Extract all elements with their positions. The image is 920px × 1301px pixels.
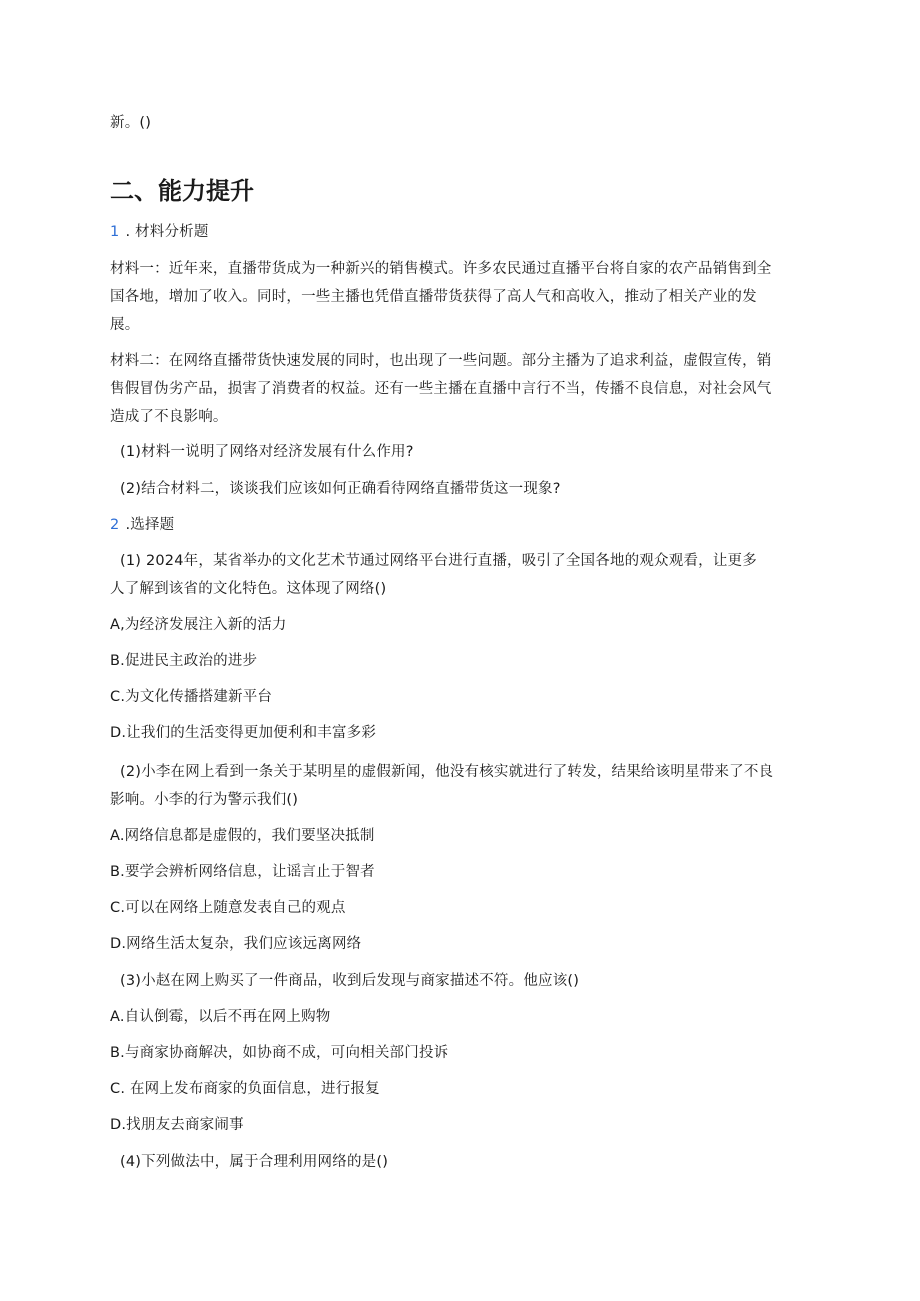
choice-question-stem: (4)下列做法中，属于合理利用网络的是() (120, 1154, 389, 1170)
question-number: 2 (110, 517, 120, 533)
choice-option: A,为经济发展注入新的活力 (110, 617, 287, 633)
question-2-header (110, 515, 174, 535)
sub-question: (2)结合材料二，谈谈我们应该如何正确看待网络直播带货这一现象? (120, 481, 561, 497)
choice-question-stem: 人了解到该省的文化特色。这体现了网络() (110, 581, 387, 597)
question-title: . 材料分析题 (125, 224, 209, 240)
material-2-line: 造成了不良影响。 (110, 409, 228, 425)
choice-option: D.找朋友去商家闹事 (110, 1117, 244, 1133)
continued-text: 新。() (110, 115, 152, 131)
choice-question-stem: (3)小赵在网上购买了一件商品，收到后发现与商家描述不符。他应该() (120, 973, 580, 989)
choice-question-stem: (2)小李在网上看到一条关于某明星的虚假新闻，他没有核实就进行了转发，结果给该明星带来了不良 (120, 764, 774, 780)
material-2-line: 售假冒伪劣产品，损害了消费者的权益。还有一些主播在直播中言行不当，传播不良信息，对社会风气 (110, 381, 772, 397)
choice-option: B.与商家协商解决，如协商不成，可向相关部门投诉 (110, 1045, 449, 1061)
choice-option: C.为文化传播搭建新平台 (110, 689, 273, 705)
choice-option: C.可以在网络上随意发表自己的观点 (110, 900, 346, 916)
choice-option: B.要学会辨析网络信息，让谣言止于智者 (110, 864, 375, 880)
choice-option: D.网络生活太复杂，我们应该远离网络 (110, 936, 362, 952)
material-1-line: 材料一：近年来，直播带货成为一种新兴的销售模式。许多农民通过直播平台将自家的农产品销售到全 (110, 261, 772, 277)
sub-question: (1)材料一说明了网络对经济发展有什么作用? (120, 444, 414, 460)
choice-option: A.自认倒霉，以后不再在网上购物 (110, 1009, 331, 1025)
choice-option: A.网络信息都是虚假的，我们要坚决抵制 (110, 828, 375, 844)
choice-option: D.让我们的生活变得更加便利和丰富多彩 (110, 725, 377, 741)
question-number: 1 (110, 224, 120, 240)
material-1-line: 展。 (110, 317, 140, 333)
choice-option: B.促进民主政治的进步 (110, 653, 258, 669)
material-2-line: 材料二：在网络直播带货快速发展的同时，也出现了一些问题。部分主播为了追求利益，虚假宣传，销 (110, 353, 772, 369)
choice-option: C. 在网上发布商家的负面信息，进行报复 (110, 1081, 380, 1097)
question-title: .选择题 (125, 517, 175, 533)
choice-question-stem: 影响。小李的行为警示我们() (110, 792, 299, 808)
section-title: 二、能力提升 (110, 177, 254, 205)
material-1-line: 国各地，增加了收入。同时，一些主播也凭借直播带货获得了高人气和高收入，推动了相关产业的发 (110, 289, 757, 305)
question-1-header (110, 222, 209, 242)
choice-question-stem: (1) 2024年，某省举办的文化艺术节通过网络平台进行直播，吸引了全国各地的观众观看，让更多 (120, 553, 757, 569)
